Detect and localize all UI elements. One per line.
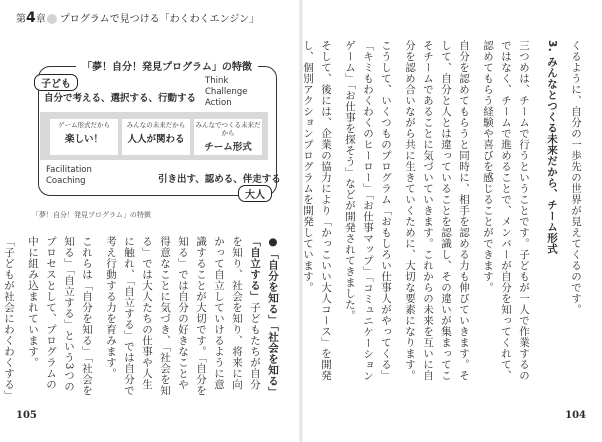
right-page [301, 0, 602, 442]
page-number-left: 105 [16, 410, 37, 421]
children-actions: 自分で考える、選択する、行動する [44, 93, 197, 104]
feature-cell-people [122, 119, 190, 155]
keyword-facilitation: Facilitation [46, 165, 92, 175]
keyword-think: Think [205, 76, 229, 86]
chapter-deco-icon [47, 14, 57, 24]
keyword-coaching: Coaching [46, 176, 86, 186]
feature-cell-team [194, 119, 262, 155]
feature-tag: ゲーム形式だから [58, 121, 110, 129]
diagram-title: 「夢！自分！発見プログラム」の特徴 [76, 58, 258, 73]
paragraph: 自分を認めてもらうと同時に、相手を認める力も伸びていきます。そして、自分と人とは違っていることを認識し、その違いが集まってこそチームであることに気づいていきます。これからの未来を互いに自分を認め合いながら共に生きていくために、大切な要素になります。 [404, 40, 470, 381]
paragraph: 「子どもが社会にわくわくする」 [3, 236, 15, 396]
paragraph: これらは「自分を知る」「社会を知る」「自立する」という3つのプロセスとして、プログラムの中に組み込まれています。 [27, 236, 93, 396]
chapter-title: プログラムで見つける「わくわくエンジン」 [59, 14, 260, 25]
paragraph [102, 236, 282, 396]
feature-label: チーム形式 [204, 142, 252, 153]
adult-actions: 引き出す、認める、伴走する [158, 174, 281, 185]
chapter-prefix: 第 [16, 14, 26, 25]
paragraph: そして、後には、企業の協力により「かっこいい大人コース」を開発し、個別アクションプログラムを開発しています。 [302, 40, 332, 381]
paragraph: 三つめは、チームで行うということです。子どもが一人で作業するのではなく、チームで進めることで、メンバーが自分を知ってくれて、認めてもらう経験や喜びを感じることができます。 [482, 40, 530, 381]
section-lead: ●「自分を知る」「社会を知る」「自立する」 [249, 236, 279, 392]
english-keywords-top [205, 76, 248, 109]
adults-badge: 大人 [238, 185, 272, 202]
feature-tag: みんなの未来だから [126, 121, 186, 129]
right-body-text [302, 40, 585, 390]
feature-cell-game [50, 119, 118, 155]
chapter-header [16, 10, 259, 26]
section-heading: 3. みんなとつくる未来だから、チーム形式 [546, 40, 558, 255]
feature-label: 人人が関わる [127, 134, 185, 145]
chapter-number: 4 [26, 10, 36, 26]
feature-label: 楽しい！ [64, 134, 103, 145]
keyword-challenge: Challenge [205, 87, 248, 97]
chapter-suffix: 章 [35, 14, 46, 25]
left-body-text [3, 236, 282, 396]
figure-caption: 「夢！自分！発見プログラム」の特徴 [32, 211, 151, 219]
paragraph-text: 子どもたちが自分を知り、社会を知り、将来に向かって自立していけるように意識することが大切です。「自分を知る」では自分の好きなことや得意なことに気づき、「社会を知る」では大人たちの仕事や人生に触れ、「自立する」では自分で考え行動する力を育みます。 [105, 236, 261, 396]
english-keywords-bottom [46, 165, 92, 187]
keyword-action: Action [205, 98, 232, 108]
program-features-diagram [28, 58, 287, 206]
paragraph: こうして、いくつものプログラム「おもしろい仕事人がやってくる」「キミもわくわくのヒーロー」「お仕事マップ」「コミュニケーションゲーム」「お仕事を探そう」などが開発されてきました。 [344, 40, 392, 382]
children-badge: 子ども [34, 74, 78, 91]
feature-tag: みんなでつくる未来だから [195, 121, 261, 137]
page-number-right: 104 [565, 410, 586, 421]
paragraph: くるように、自分の一歩先の世界が見えてくるのです。 [570, 40, 582, 315]
